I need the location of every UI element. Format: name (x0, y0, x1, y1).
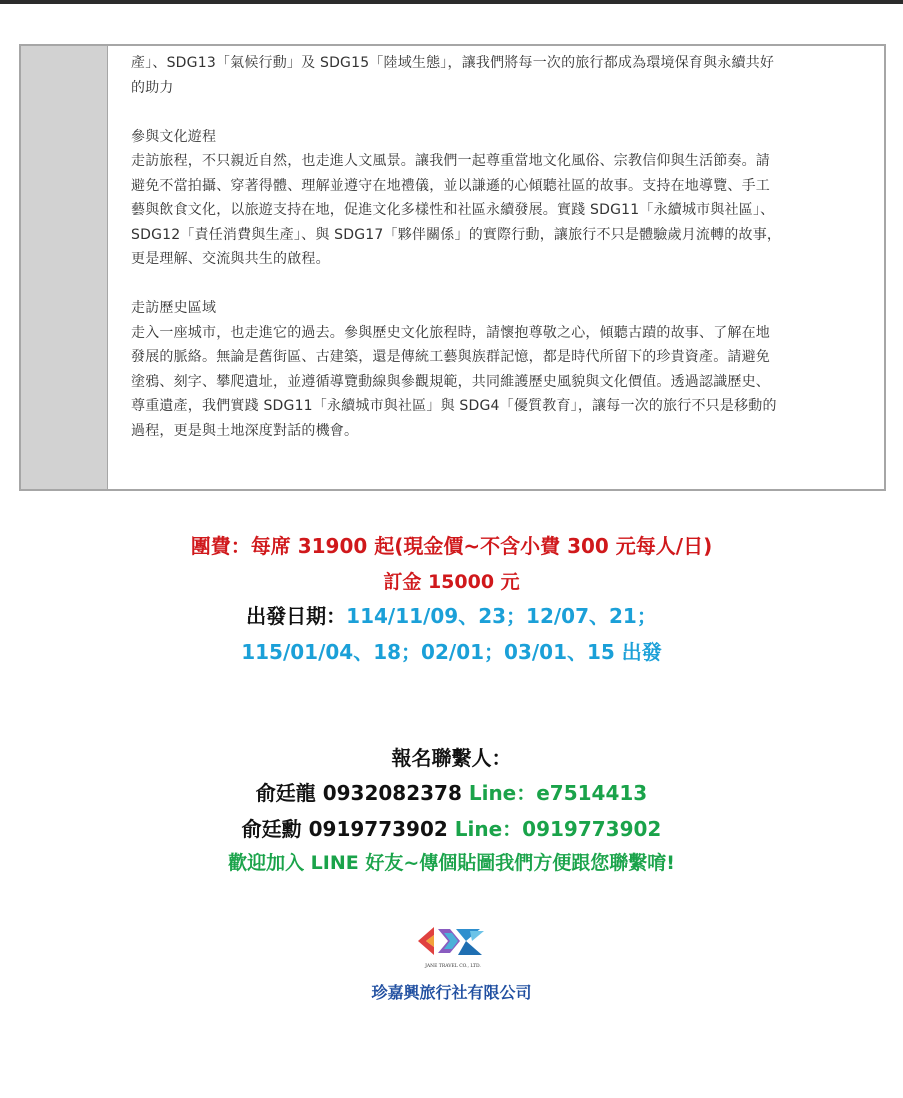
history-line: 過程，更是與土地深度對話的機會。 (131, 422, 359, 439)
table-content-cell (108, 46, 884, 489)
logo-caption: JANE TRAVEL CO., LTD. (425, 964, 481, 969)
contact-person (0, 777, 903, 806)
history-line: 發展的脈絡。無論是舊街區、古建築，還是傳統工藝與族群記憶，都是時代所留下的珍貴資產。請避免 (131, 349, 770, 365)
culture-line: 藝與飲食文化，以旅遊支持在地，促進文化多樣性和社區永續發展。實踐 SDG11「永續城市與社區」、 (131, 202, 775, 218)
intro-line: 產」、SDG13「氣候行動」及 SDG15「陸域生態」，讓我們將每一次的旅行都成為環境保育與永續共好 (131, 55, 775, 71)
departure-dates-line1: 114/11/09、23；12/07、21； (346, 604, 657, 628)
departure-dates-line2: 115/01/04、18；02/01；03/01、15 出發 (241, 640, 662, 664)
deposit: 訂金 15000 元 (383, 571, 520, 593)
itinerary-notes-table (19, 44, 886, 491)
culture-line: 走訪旅程，不只親近自然，也走進人文風景。讓我們一起尊重當地文化風俗、宗教信仰與生活節奏。請 (131, 153, 770, 169)
culture-line: 避免不當拍攝、穿著得體、理解並遵守在地禮儀，並以謙遜的心傾聽社區的故事。支持在地導覽、手工 (131, 177, 770, 194)
history-line: 塗鴉、刻字、攀爬遺址，並遵循導覽動線與參觀規範，共同維護歷史風貌與文化價值。透過認識歷史、 (131, 373, 770, 390)
history-line: 尊重遺產，我們實踐 SDG11「永續城市與社區」與 SDG4「優質教育」，讓每一次的旅行不只是移動的 (131, 398, 777, 414)
culture-heading: 參與文化遊程 (131, 128, 217, 145)
culture-line: 更是理解、交流與共生的啟程。 (131, 251, 330, 267)
line-welcome-note: 歡迎加入 LINE 好友~傳個貼圖我們方便跟您聯繫唷! (228, 852, 675, 874)
contact-line-id: Line：0919773902 (454, 817, 662, 841)
company-name: 珍嘉興旅行社有限公司 (371, 983, 532, 1002)
contacts-heading: 報名聯繫人： (391, 746, 512, 770)
top-border (0, 0, 903, 4)
tour-price: 團費：每席 31900 起(現金價~不含小費 300 元每人/日) (190, 534, 713, 558)
jane-travel-logo-icon (410, 921, 496, 971)
departure-label: 出發日期： (246, 604, 347, 628)
history-heading: 走訪歷史區域 (131, 300, 217, 316)
intro-line: 的助力 (131, 79, 174, 96)
contact-person (0, 813, 903, 842)
table-label-cell (21, 46, 108, 489)
culture-line: SDG12「責任消費與生產」、與 SDG17「夥伴關係」的實際行動，讓旅行不只是體驗歲月流轉的故事， (131, 226, 782, 243)
contact-name-phone: 俞廷龍 0932082378 (255, 781, 462, 805)
contact-line-id: Line：e7514413 (468, 781, 648, 805)
contact-name-phone: 俞廷勳 0919773902 (241, 817, 448, 841)
history-line: 走入一座城市，也走進它的過去。參與歷史文化旅程時，請懷抱尊敬之心，傾聽古蹟的故事、了解在地 (131, 324, 770, 341)
departure-dates (0, 600, 903, 629)
